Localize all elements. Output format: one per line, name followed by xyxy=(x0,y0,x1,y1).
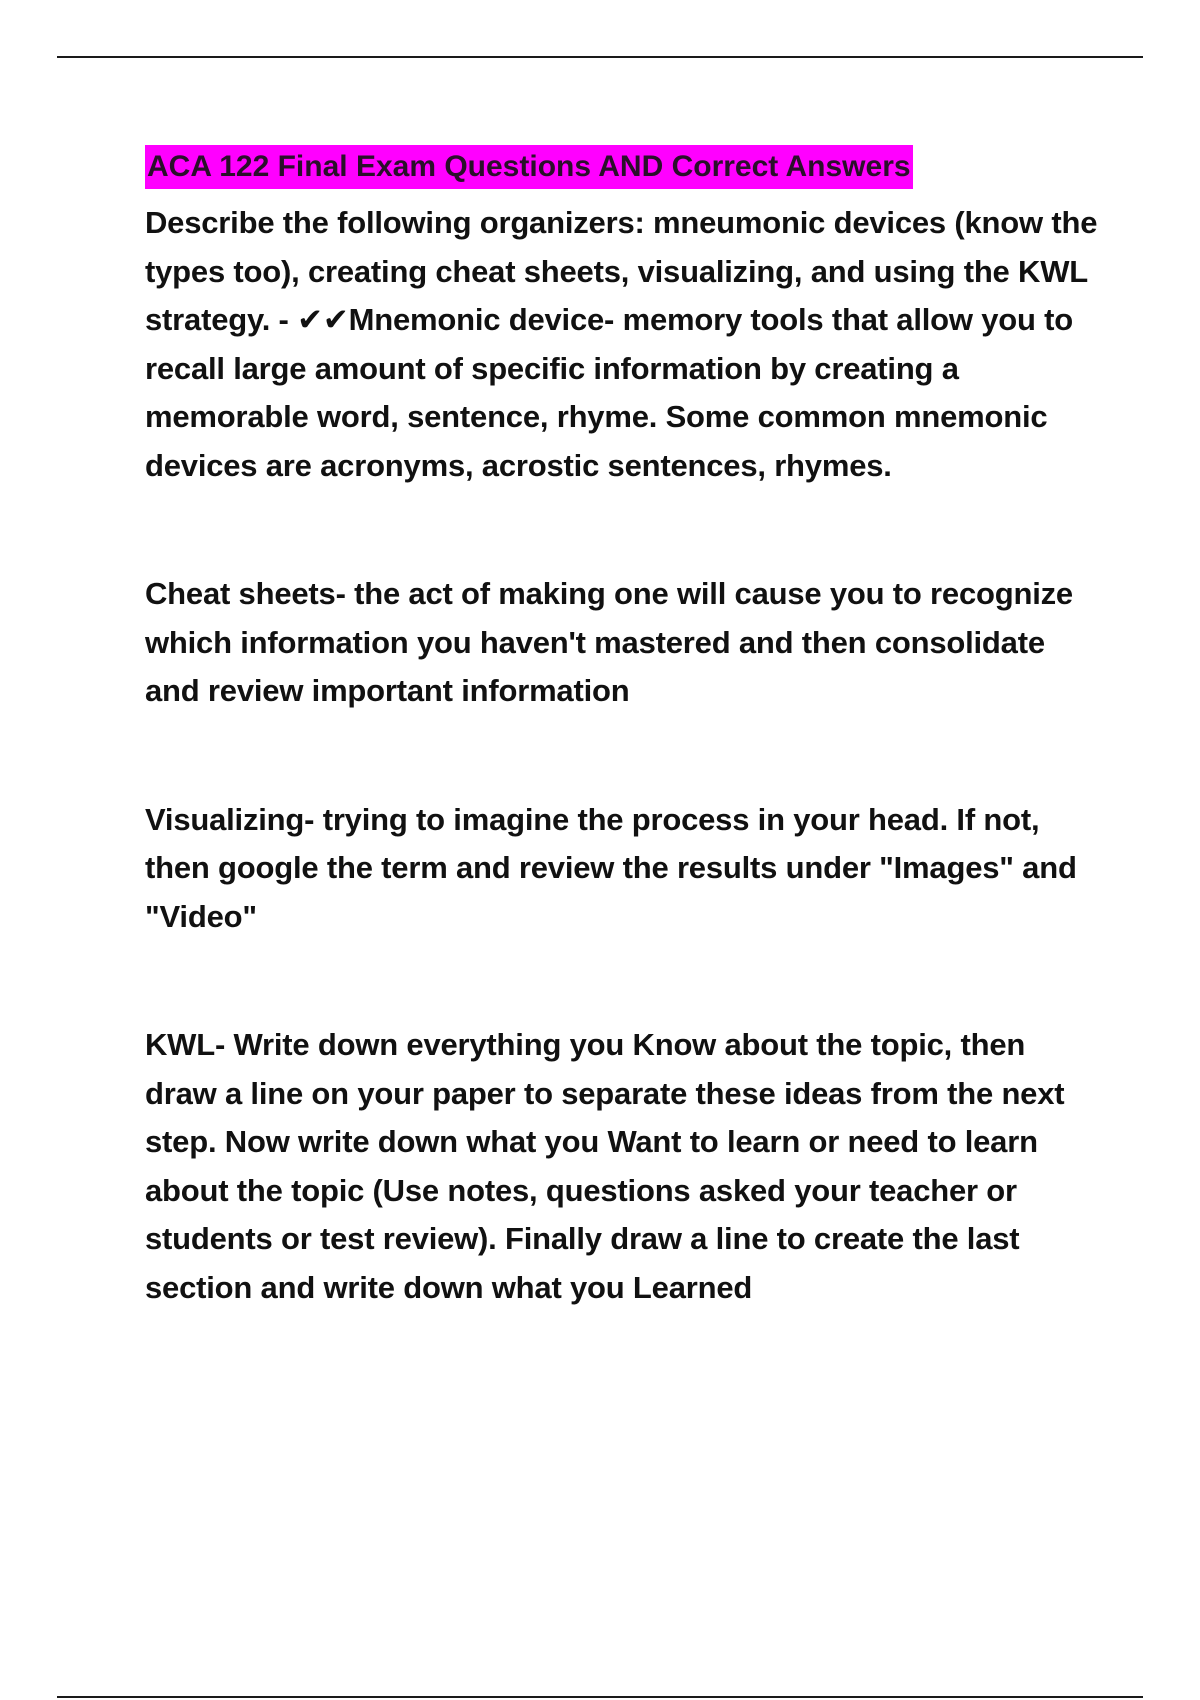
answer-kwl: KWL- Write down everything you Know about the topic, then draw a line on your paper to separate these ideas from the next step. Now write down what you Want to learn or need to learn about the topic (Use notes, questions asked your teacher or students or test review). Finally draw a line to create the last section and write down what you Learned xyxy=(145,1027,1065,1305)
answer-mnemonic: Mnemonic device- memory tools that allow you to recall large amount of specific information by creating a memorable word, sentence, rhyme. Some common mnemonic devices are acronyms, acrostic sentences, rhymes. xyxy=(145,302,1074,483)
check-marks-icon: ✔✔ xyxy=(297,302,349,338)
bottom-divider xyxy=(57,1696,1143,1698)
question-paragraph xyxy=(145,199,1105,490)
top-divider xyxy=(57,56,1143,58)
document-title: ACA 122 Final Exam Questions AND Correct Answers xyxy=(145,145,913,189)
question-prompt: Describe the following organizers: mneumonic devices (know the types too), creating cheat sheets, visualizing, and using the KWL strategy. - xyxy=(145,205,1098,337)
answer-visualizing: Visualizing- trying to imagine the process in your head. If not, then google the term and review the results under "Images" and "Video" xyxy=(145,801,1077,934)
document-body xyxy=(145,145,1105,1312)
answer-cheat-sheets: Cheat sheets- the act of making one will cause you to recognize which information you haven't mastered and then consolidate and review important information xyxy=(145,576,1073,708)
